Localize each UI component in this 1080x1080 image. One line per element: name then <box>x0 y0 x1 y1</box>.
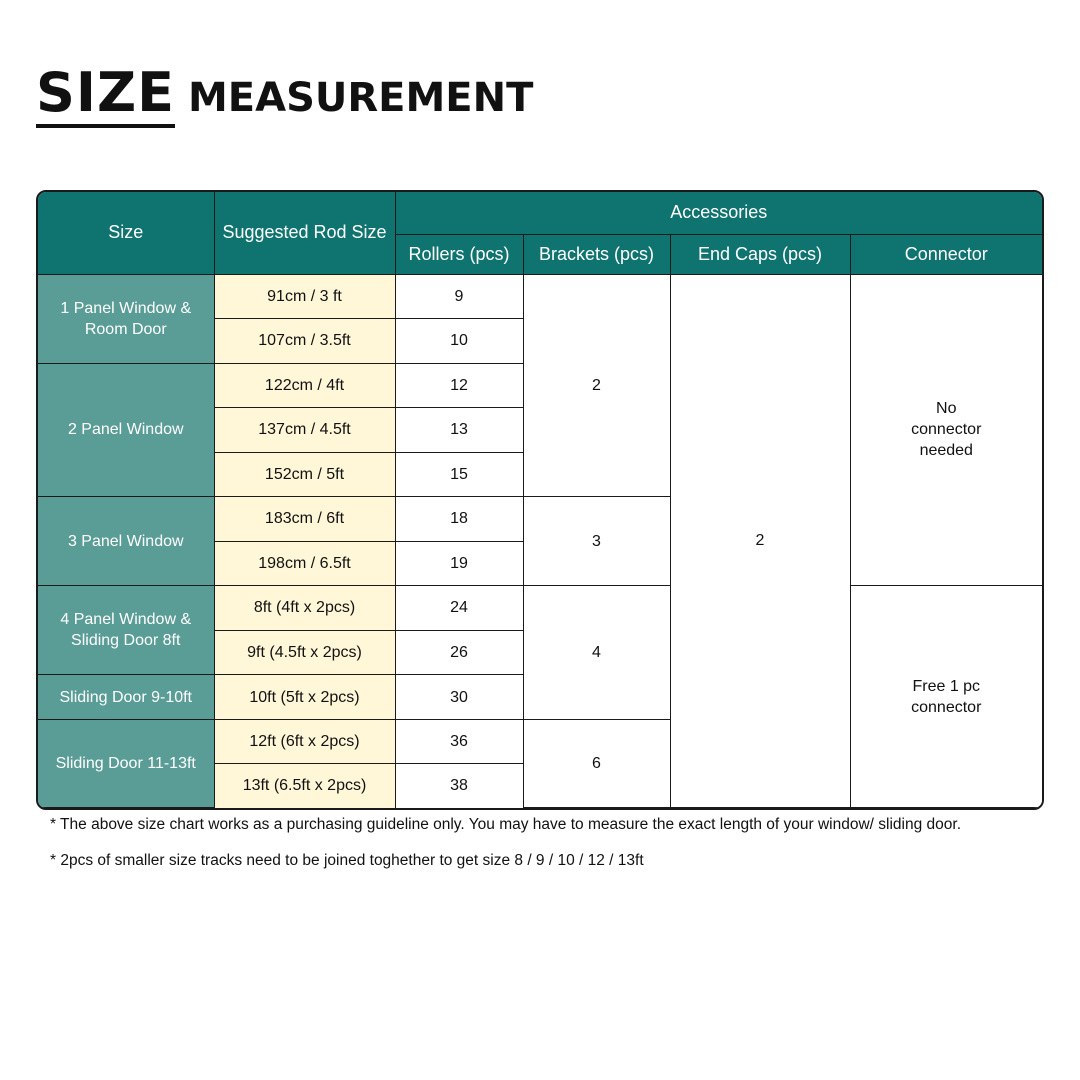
title-measurement: MEASUREMENT <box>188 75 534 121</box>
rod-cell: 8ft (4ft x 2pcs) <box>214 586 395 631</box>
header-row-1 <box>38 192 1042 234</box>
size-table-container <box>36 190 1044 810</box>
rod-cell: 10ft (5ft x 2pcs) <box>214 675 395 720</box>
rollers-cell: 24 <box>395 586 523 631</box>
size-cell: Sliding Door 9-10ft <box>38 675 214 720</box>
rollers-cell: 18 <box>395 497 523 542</box>
rod-cell: 198cm / 6.5ft <box>214 541 395 586</box>
size-cell: 4 Panel Window & Sliding Door 8ft <box>38 586 214 675</box>
rod-cell: 91cm / 3 ft <box>214 274 395 319</box>
size-cell: 2 Panel Window <box>38 363 214 497</box>
header-rod-size: Suggested Rod Size <box>214 192 395 274</box>
size-table <box>38 192 1042 808</box>
connector-text: Free 1 pc connector <box>911 677 982 716</box>
header-end-caps: End Caps (pcs) <box>670 234 850 274</box>
note-joining: * 2pcs of smaller size tracks need to be joined toghether to get size 8 / 9 / 10 / 12 / 13ft <box>50 852 644 869</box>
header-connector: Connector <box>850 234 1042 274</box>
table-row <box>38 274 1042 319</box>
rollers-cell: 12 <box>395 363 523 408</box>
connector-cell <box>850 274 1042 586</box>
rollers-cell: 26 <box>395 630 523 675</box>
header-accessories: Accessories <box>395 192 1042 234</box>
brackets-cell: 3 <box>523 497 670 586</box>
note-guideline: * The above size chart works as a purchasing guideline only. You may have to measure the exact length of your window/ sliding door. <box>50 816 962 833</box>
size-cell: 3 Panel Window <box>38 497 214 586</box>
table-row <box>38 586 1042 631</box>
rod-cell: 13ft (6.5ft x 2pcs) <box>214 764 395 808</box>
rollers-cell: 9 <box>395 274 523 319</box>
rod-cell: 137cm / 4.5ft <box>214 408 395 453</box>
rod-cell: 183cm / 6ft <box>214 497 395 542</box>
rollers-cell: 36 <box>395 719 523 764</box>
brackets-cell: 4 <box>523 586 670 720</box>
size-cell: 1 Panel Window & Room Door <box>38 274 214 363</box>
rollers-cell: 10 <box>395 319 523 364</box>
rollers-cell: 38 <box>395 764 523 808</box>
brackets-cell: 6 <box>523 719 670 807</box>
header-size: Size <box>38 192 214 274</box>
rollers-cell: 15 <box>395 452 523 497</box>
rod-cell: 12ft (6ft x 2pcs) <box>214 719 395 764</box>
end-caps-cell: 2 <box>670 274 850 808</box>
rod-cell: 107cm / 3.5ft <box>214 319 395 364</box>
connector-text: No connector needed <box>911 400 982 460</box>
size-cell: Sliding Door 11-13ft <box>38 719 214 807</box>
connector-cell <box>850 586 1042 808</box>
rod-cell: 9ft (4.5ft x 2pcs) <box>214 630 395 675</box>
rollers-cell: 13 <box>395 408 523 453</box>
rod-cell: 122cm / 4ft <box>214 363 395 408</box>
title-size: SIZE <box>36 62 175 128</box>
rod-cell: 152cm / 5ft <box>214 452 395 497</box>
rollers-cell: 19 <box>395 541 523 586</box>
rollers-cell: 30 <box>395 675 523 720</box>
header-brackets: Brackets (pcs) <box>523 234 670 274</box>
brackets-cell: 2 <box>523 274 670 497</box>
header-rollers: Rollers (pcs) <box>395 234 523 274</box>
